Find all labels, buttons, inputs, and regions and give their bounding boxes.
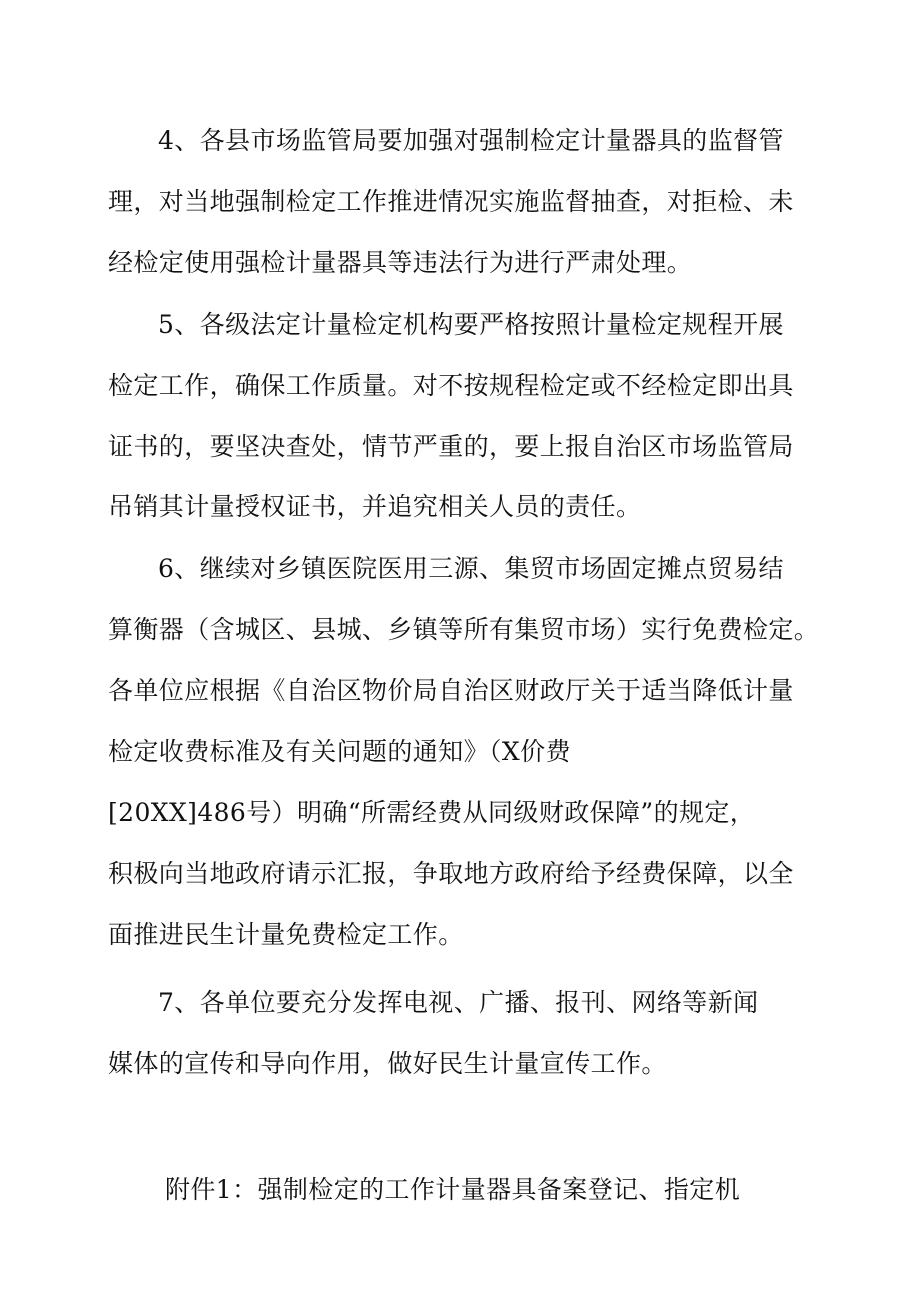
- paragraph-7-line-1: 7、各单位要充分发挥电视、广播、报刊、网络等新闻: [158, 988, 759, 1017]
- paragraph-6-line-5: [20XX]486号）明确“所需经费从同级财政保障”的规定，: [108, 798, 756, 827]
- paragraph-6-line-3: 各单位应根据《自治区物价局自治区财政厅关于适当降低计量: [108, 676, 794, 705]
- attachment-heading: 附件1：强制检定的工作计量器具备案登记、指定机: [165, 1175, 741, 1204]
- paragraph-6-line-7: 面推进民生计量免费检定工作。: [108, 920, 464, 949]
- paragraph-4-line-1: 4、各县市场监管局要加强对强制检定计量器具的监督管: [158, 126, 784, 155]
- paragraph-5-line-2: 检定工作，确保工作质量。对不按规程检定或不经检定即出具: [108, 371, 794, 400]
- paragraph-6-line-6: 积极向当地政府请示汇报，争取地方政府给予经费保障，以全: [108, 859, 794, 888]
- paragraph-5-line-4: 吊销其计量授权证书，并追究相关人员的责任。: [108, 492, 642, 521]
- paragraph-6-line-4: 检定收费标准及有关问题的通知》（X价费: [108, 737, 571, 766]
- paragraph-4-line-2: 理，对当地强制检定工作推进情况实施监督抽查，对拒检、未: [108, 187, 794, 216]
- paragraph-5-line-1: 5、各级法定计量检定机构要严格按照计量检定规程开展: [158, 310, 784, 339]
- paragraph-6-line-1: 6、继续对乡镇医院医用三源、集贸市场固定摊点贸易结: [158, 554, 784, 583]
- paragraph-7-line-2: 媒体的宣传和导向作用，做好民生计量宣传工作。: [108, 1049, 667, 1078]
- paragraph-5-line-3: 证书的，要坚决查处，情节严重的，要上报自治区市场监管局: [108, 432, 794, 461]
- paragraph-6-line-2: 算衡器（含城区、县城、乡镇等所有集贸市场）实行免费检定。: [108, 615, 820, 644]
- paragraph-4-line-3: 经检定使用强检计量器具等违法行为进行严肃处理。: [108, 248, 693, 277]
